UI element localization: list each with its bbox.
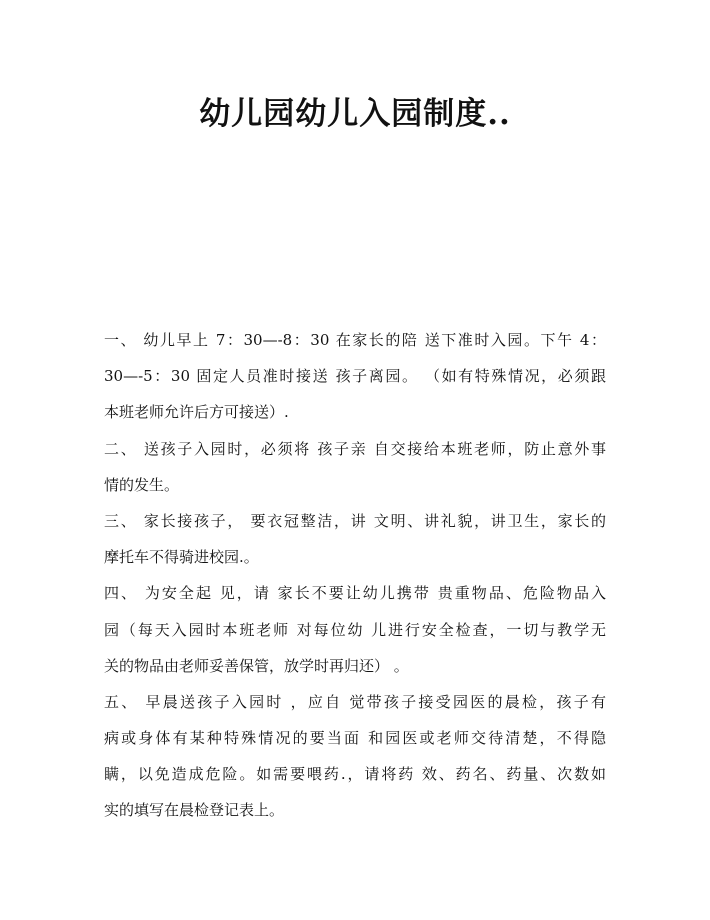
body-line: 瞒，以免造成危险。如需要喂药.，请将药 效、药名、药量、次数如 [104,765,606,784]
body-line: 园（每天入园时本班老师 对每位幼 儿进行安全检查，一切与教学无 [104,620,606,639]
body-line: 三、 家长接孩子， 要衣冠整洁，讲 文明、讲礼貌，讲卫生，家长的 [104,511,606,530]
document-title: 幼儿园幼儿入园制度.. [199,96,511,132]
body-line: 四、 为安全起 见，请 家长不要让幼儿携带 贵重物品、危险物品入 [104,584,606,603]
body-line: 实的填写在晨检登记表上。 [104,801,285,820]
body-line: 一、 幼儿早上 7：30—-8：30 在家长的陪 送下准时入园。下午 4： [104,331,606,349]
body-line: 病或身体有某种特殊情况的要当面 和园医或老师交待清楚，不得隐 [104,729,606,748]
body-line: 本班老师允许后方可接送）. [104,403,289,422]
body-line: 30—-5：30 固定人员准时接送 孩子离园。 （如有特殊情况，必须跟 [104,367,606,386]
body-line: 情的发生。 [104,475,180,494]
document-body [104,322,606,829]
body-line: 摩托车不得骑进校园.。 [104,548,259,567]
body-line: 关的物品由老师妥善保管，放学时再归还） 。 [104,656,409,675]
body-line: 二、 送孩子入园时，必须将 孩子亲 自交接给本班老师，防止意外事 [104,439,606,458]
body-line: 五、 早晨送孩子入园时 ，应自 觉带孩子接受园医的晨检，孩子有 [104,692,606,711]
